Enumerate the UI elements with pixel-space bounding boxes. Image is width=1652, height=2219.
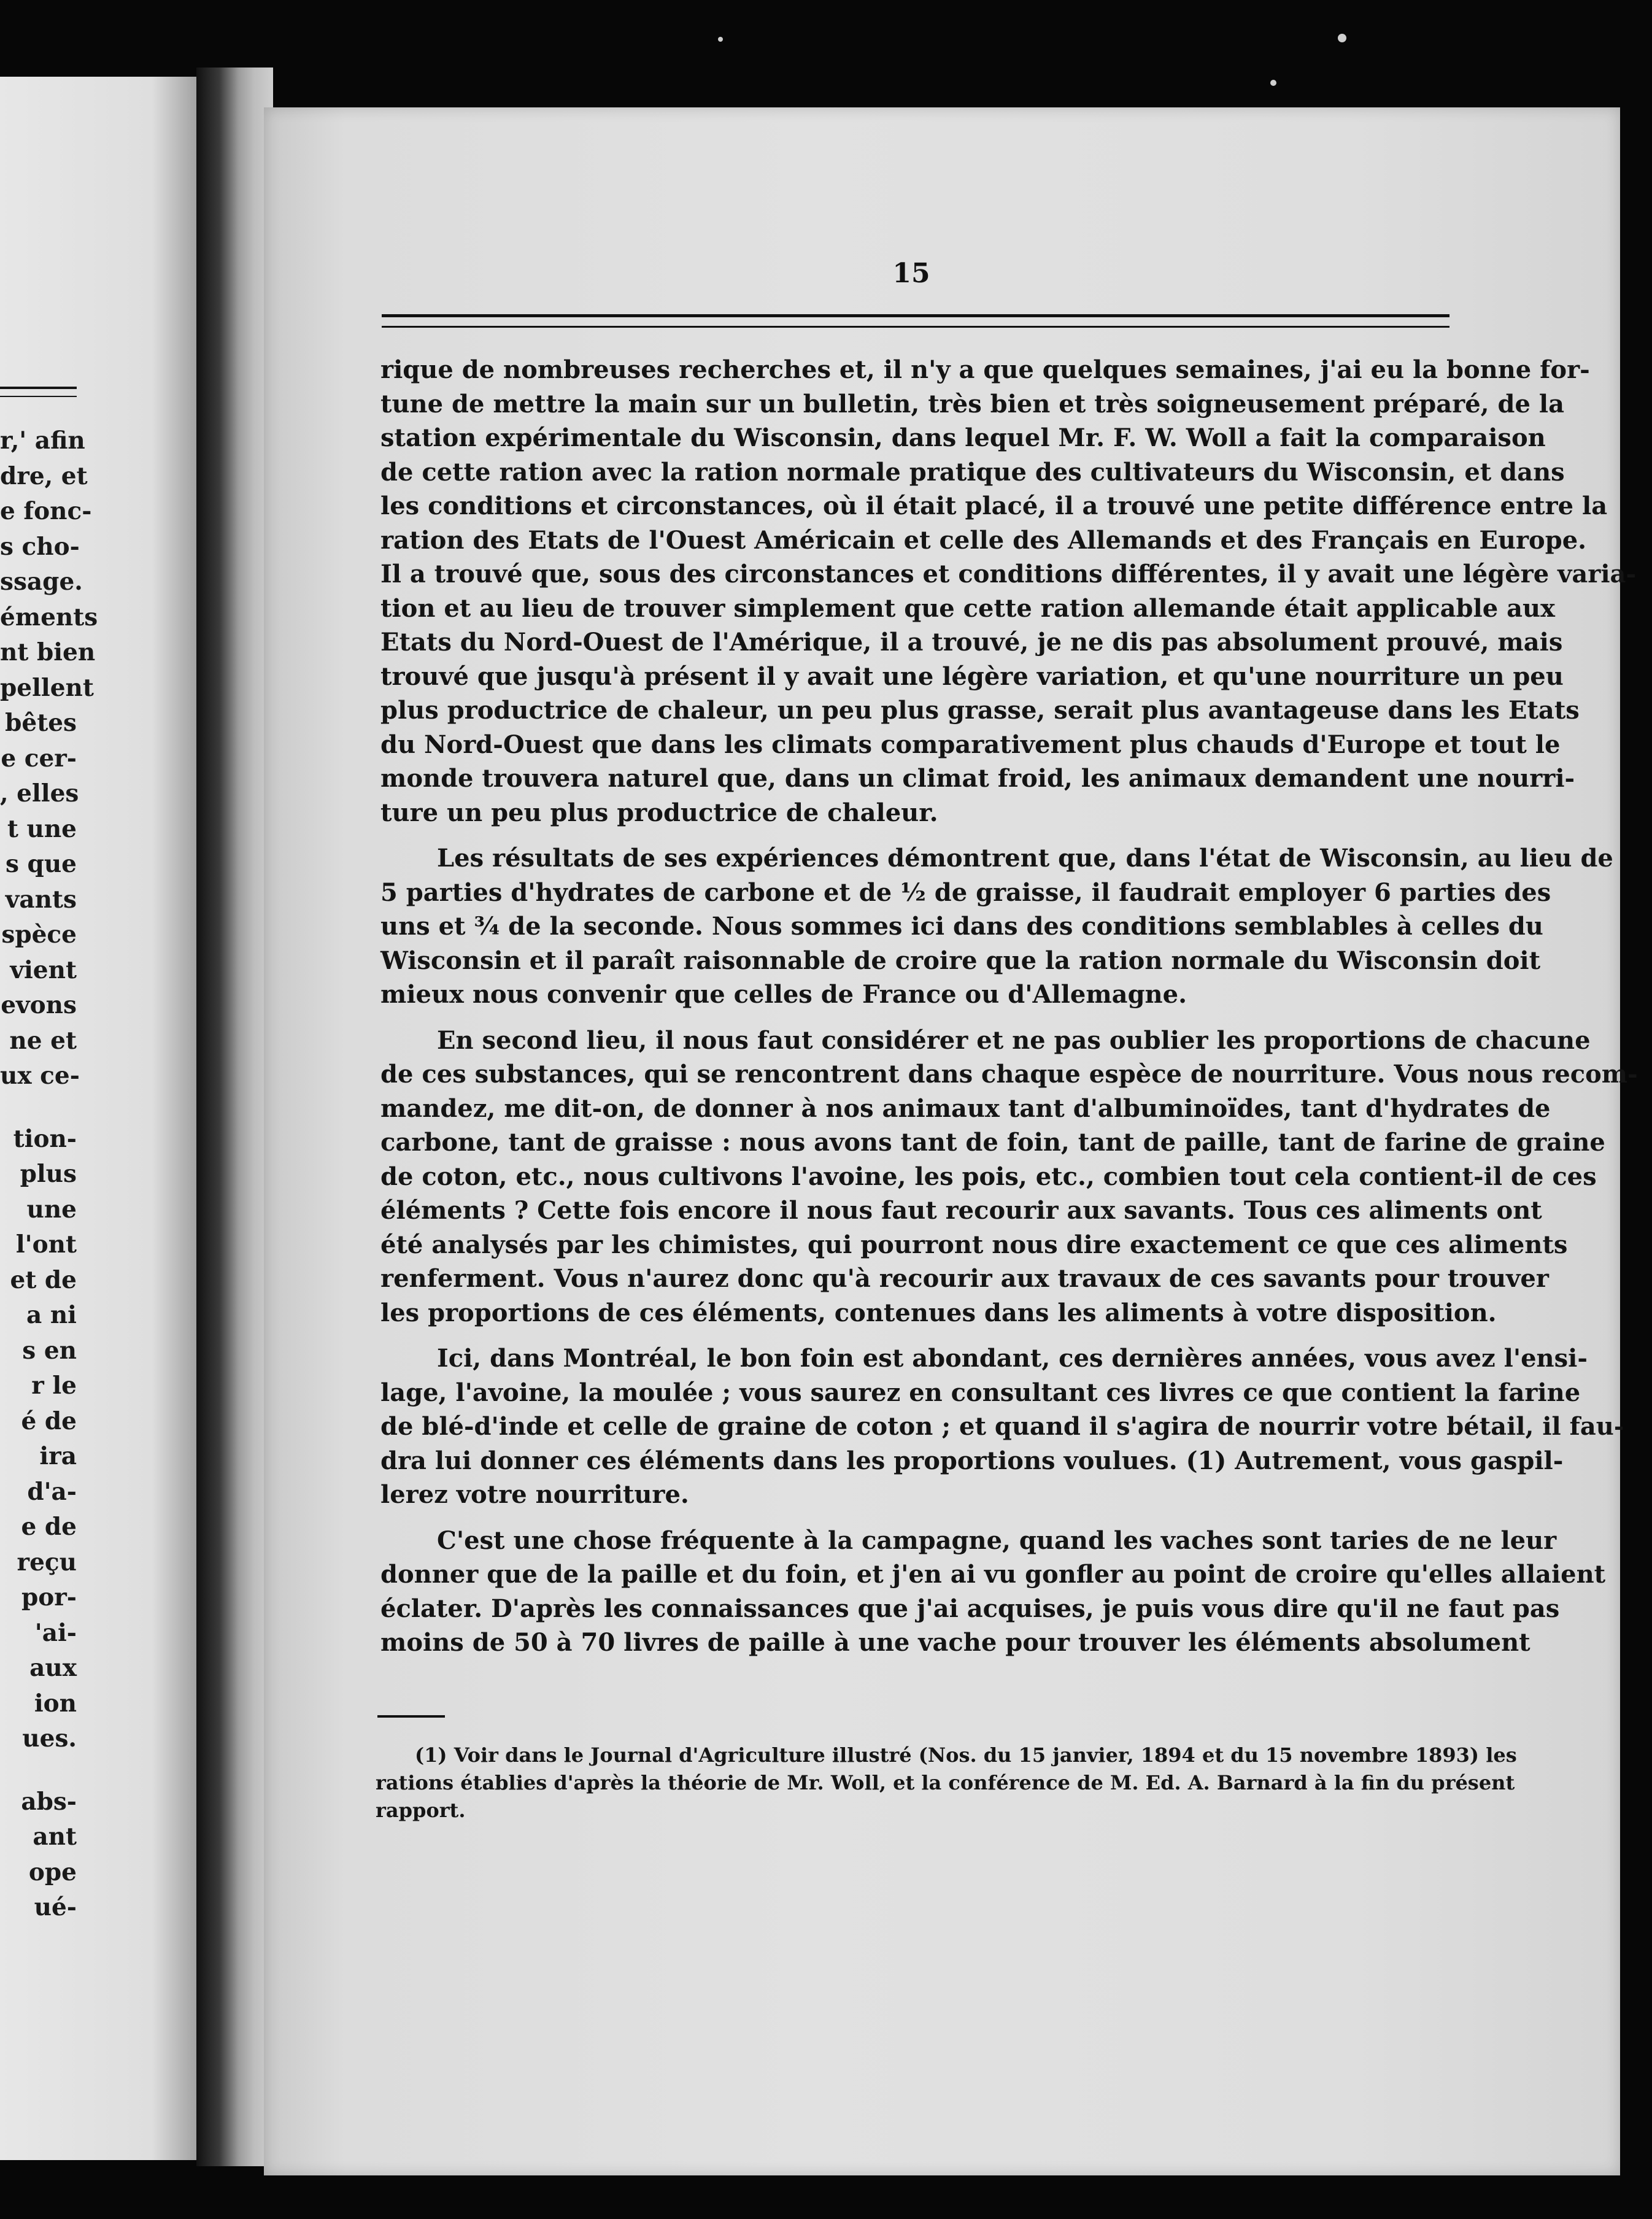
left-page-line: 'ai- bbox=[34, 1618, 77, 1647]
text-line: éclater. D'après les connaissances que j'ai acquises, je puis vous dire qu'il ne faut pas bbox=[380, 1594, 1560, 1623]
paragraph bbox=[380, 841, 1613, 1012]
left-page-line: dre, et bbox=[0, 461, 88, 490]
left-page-line: ué- bbox=[34, 1893, 77, 1921]
text-line: donner que de la paille et du foin, et j'en ai vu gonfler au point de croire qu'elles allaient bbox=[380, 1560, 1606, 1589]
footnote-line: rations établies d'après la théorie de Mr. Woll, et la conférence de M. Ed. A. Barnard à la fin du présent bbox=[376, 1771, 1515, 1794]
left-page-line: e cer- bbox=[1, 744, 77, 773]
left-page-line: s en bbox=[22, 1336, 77, 1365]
paragraph bbox=[380, 1524, 1606, 1660]
left-page-line: et de bbox=[10, 1265, 77, 1294]
scan-speck bbox=[1338, 34, 1346, 42]
text-line: 5 parties d'hydrates de carbone et de ½ de graisse, il faudrait employer 6 parties des bbox=[380, 878, 1551, 907]
text-line: les proportions de ces éléments, contenues dans les aliments à votre disposition. bbox=[380, 1298, 1497, 1327]
text-line: mandez, me dit-on, de donner à nos animaux tant d'albuminoïdes, tant d'hydrates de bbox=[380, 1094, 1551, 1123]
book-binding-gutter bbox=[196, 68, 273, 2166]
text-line: lerez votre nourriture. bbox=[380, 1480, 689, 1509]
left-page-line: ues. bbox=[22, 1724, 77, 1753]
body-text bbox=[380, 353, 1638, 1660]
left-page-line: s cho- bbox=[0, 532, 80, 561]
paragraph bbox=[380, 1024, 1638, 1330]
text-line: monde trouvera naturel que, dans un climat froid, les animaux demandent une nourri- bbox=[380, 764, 1575, 793]
left-page-line: abs- bbox=[21, 1787, 77, 1816]
left-page-line: pellent bbox=[0, 673, 94, 702]
text-line: lage, l'avoine, la moulée ; vous saurez en consultant ces livres ce que contient la farine bbox=[380, 1378, 1581, 1407]
text-line: moins de 50 à 70 livres de paille à une vache pour trouver les éléments absolument bbox=[380, 1628, 1530, 1657]
text-line: station expérimentale du Wisconsin, dans lequel Mr. F. W. Woll a fait la comparaison bbox=[380, 423, 1546, 452]
text-line: uns et ¾ de la seconde. Nous sommes ici dans des conditions semblables à celles du bbox=[380, 912, 1543, 941]
text-line: plus productrice de chaleur, un peu plus grasse, serait plus avantageuse dans les Etats bbox=[380, 696, 1580, 725]
left-page-line: bêtes bbox=[5, 709, 77, 737]
text-line: ration des Etats de l'Ouest Américain et celle des Allemands et des Français en Europe. bbox=[380, 525, 1587, 555]
text-line: renferment. Vous n'aurez donc qu'à recourir aux travaux de ces savants pour trouver bbox=[380, 1264, 1549, 1293]
paragraph bbox=[380, 353, 1637, 830]
text-line: tion et au lieu de trouver simplement que cette ration allemande était applicable aux bbox=[380, 593, 1555, 623]
footnote-line: rapport. bbox=[376, 1799, 466, 1822]
left-page-line: ion bbox=[34, 1689, 77, 1718]
text-line: C'est une chose fréquente à la campagne, quand les vaches sont taries de ne leur bbox=[437, 1526, 1557, 1555]
left-page-line: ne et bbox=[9, 1026, 77, 1055]
text-line: mieux nous convenir que celles de France ou d'Allemagne. bbox=[380, 980, 1187, 1009]
left-page-line: a ni bbox=[26, 1301, 77, 1329]
scan-speck bbox=[718, 37, 723, 42]
paragraph-gap bbox=[0, 1094, 77, 1122]
left-page-line: vient bbox=[10, 955, 77, 984]
left-page-rule bbox=[0, 387, 77, 389]
text-line: Wisconsin et il paraît raisonnable de croire que la ration normale du Wisconsin doit bbox=[380, 946, 1541, 975]
left-page-line: plus bbox=[20, 1160, 77, 1188]
left-page-line: ant bbox=[33, 1823, 77, 1851]
page-number: 15 bbox=[892, 258, 930, 289]
scan-speck bbox=[1270, 80, 1276, 86]
paragraph-gap bbox=[380, 830, 1447, 841]
text-line: été analysés par les chimistes, qui pourront nous dire exactement ce que ces aliments bbox=[380, 1230, 1568, 1259]
left-page-rule bbox=[0, 396, 77, 397]
left-page-line: evons bbox=[1, 991, 77, 1019]
text-line: de ces substances, qui se rencontrent dans chaque espèce de nourriture. Vous nous recom- bbox=[380, 1060, 1638, 1089]
left-page-line: por- bbox=[21, 1583, 77, 1611]
left-page-fragment bbox=[0, 77, 203, 2160]
left-page-line: ope bbox=[28, 1858, 77, 1886]
left-page-line: ssage. bbox=[0, 568, 83, 596]
left-page-line: s que bbox=[6, 850, 77, 878]
left-page-line: d'a- bbox=[27, 1477, 77, 1506]
text-line: Il a trouvé que, sous des circonstances et conditions différentes, il y avait une légère varia- bbox=[380, 560, 1637, 589]
text-line: de cette ration avec la ration normale pratique des cultivateurs du Wisconsin, et dans bbox=[380, 457, 1565, 487]
left-page-line: r,' afin bbox=[0, 426, 85, 455]
left-page-line: tion- bbox=[13, 1124, 77, 1153]
paragraph-gap bbox=[380, 1330, 1447, 1341]
text-line: trouvé que jusqu'à présent il y avait une légère variation, et qu'une nourriture un peu bbox=[380, 662, 1564, 691]
text-line: carbone, tant de graisse : nous avons tant de foin, tant de paille, tant de farine de graine bbox=[380, 1128, 1605, 1157]
left-page-line: aux bbox=[29, 1654, 77, 1682]
left-page-line: t une bbox=[7, 814, 77, 843]
footnote-rule bbox=[377, 1715, 445, 1718]
left-page-line: reçu bbox=[17, 1548, 77, 1576]
text-line: tune de mettre la main sur un bulletin, très bien et très soigneusement préparé, de la bbox=[380, 389, 1564, 419]
text-line: Les résultats de ses expériences démontrent que, dans l'état de Wisconsin, au lieu de bbox=[437, 844, 1613, 873]
left-page-line: spèce bbox=[1, 920, 77, 949]
left-page-line: nt bien bbox=[0, 638, 96, 666]
text-line: Ici, dans Montréal, le bon foin est abondant, ces dernières années, vous avez l'ensi- bbox=[437, 1344, 1588, 1373]
footnote-line: (1) Voir dans le Journal d'Agriculture illustré (Nos. du 15 janvier, 1894 et du 15 novembre 1893) les bbox=[415, 1743, 1517, 1767]
text-line: Etats du Nord-Ouest de l'Amérique, il a trouvé, je ne dis pas absolument prouvé, mais bbox=[380, 628, 1563, 657]
text-line: éléments ? Cette fois encore il nous faut recourir aux savants. Tous ces aliments ont bbox=[380, 1196, 1542, 1225]
left-page-line: , elles bbox=[0, 779, 79, 808]
left-page-line: vants bbox=[5, 885, 77, 914]
footnote bbox=[376, 1742, 1517, 1824]
left-page-line: ux ce- bbox=[0, 1062, 80, 1090]
left-page-line: une bbox=[26, 1195, 77, 1224]
text-line: les conditions et circonstances, où il était placé, il a trouvé une petite différence entre la bbox=[380, 492, 1608, 520]
paragraph-gap bbox=[380, 1012, 1447, 1024]
paragraph-gap bbox=[380, 1512, 1447, 1524]
text-line: dra lui donner ces éléments dans les proportions voulues. (1) Autrement, vous gaspil- bbox=[380, 1446, 1564, 1475]
left-page-line: éments bbox=[0, 603, 98, 631]
left-page-line: l'ont bbox=[15, 1230, 77, 1259]
text-line: En second lieu, il nous faut considérer et ne pas oublier les proportions de chacune bbox=[437, 1025, 1591, 1055]
text-line: rique de nombreuses recherches et, il n'y a que quelques semaines, j'ai eu la bonne for- bbox=[380, 355, 1590, 384]
left-page-line: r le bbox=[31, 1372, 77, 1400]
text-line: de coton, etc., nous cultivons l'avoine, les pois, etc., combien tout cela contient-il de ces bbox=[380, 1162, 1597, 1191]
text-line: de blé-d'inde et celle de graine de coton ; et quand il s'agira de nourrir votre bétail, il fau- bbox=[380, 1412, 1624, 1441]
header-rule bbox=[382, 326, 1449, 328]
text-line: ture un peu plus productrice de chaleur. bbox=[380, 798, 938, 827]
text-line: du Nord-Ouest que dans les climats comparativement plus chauds d'Europe et tout le bbox=[380, 730, 1561, 759]
left-page-line: ira bbox=[39, 1442, 77, 1470]
left-page-line: é de bbox=[21, 1407, 77, 1435]
paragraph bbox=[380, 1341, 1624, 1512]
left-page-line: e de bbox=[21, 1513, 77, 1541]
paragraph-gap bbox=[0, 1757, 77, 1785]
left-page-line: e fonc- bbox=[0, 497, 92, 525]
header-rule bbox=[382, 314, 1449, 317]
left-page-text bbox=[0, 423, 98, 1926]
